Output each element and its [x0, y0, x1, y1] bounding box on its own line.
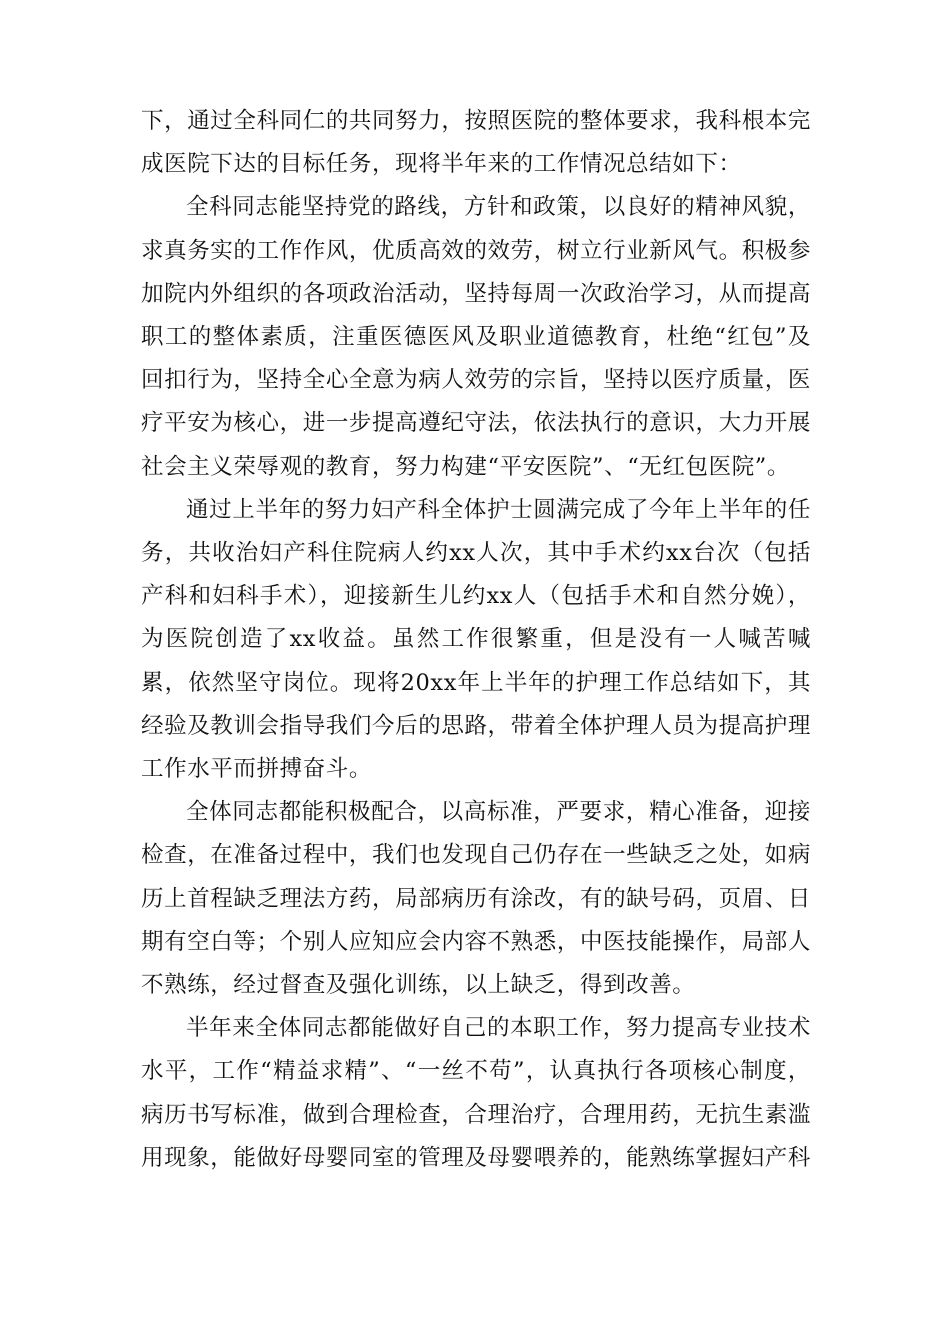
- paragraph-inspection: 全体同志都能积极配合，以高标准，严要求，精心准备，迎接检查，在准备过程中，我们也发现自己仍存在一些缺乏之处，如病历上首程缺乏理法方药，局部病历有涂改，有的缺号码，页眉、日期有空白等；个别人应知应会内容不熟悉，中医技能操作，局部人不熟练，经过督查及强化训练，以上缺乏，得到改善。: [141, 799, 811, 999]
- paragraph-continuation: 下，通过全科同仁的共同努力，按照医院的整体要求，我科根本完成医院下达的目标任务，现将半年来的工作情况总结如下：: [141, 108, 811, 178]
- paragraph-nursing-results: 通过上半年的努力妇产科全体护士圆满完成了今年上半年的任务，共收治妇产科住院病人约xx人次，其中手术约xx台次（包括产科和妇科手术），迎接新生儿约xx人（包括手术和自然分娩），为医院创造了xx收益。虽然工作很繁重，但是没有一人喊苦喊累，依然坚守岗位。现将20xx年上半年的护理工作总结如下，其经验及教训会指导我们今后的思路，带着全体护理人员为提高护理工作水平而拼搏奋斗。: [141, 496, 811, 783]
- paragraph-political-work: 全科同志能坚持党的路线，方针和政策，以良好的精神风貌，求真务实的工作作风，优质高效的效劳，树立行业新风气。积极参加院内外组织的各项政治活动，坚持每周一次政治学习，从而提高职工的整体素质，注重医德医风及职业道德教育，杜绝“红包”及回扣行为，坚持全心全意为病人效劳的宗旨，坚持以医疗质量，医疗平安为核心，进一步提高遵纪守法，依法执行的意识，大力开展社会主义荣辱观的教育，努力构建“平安医院”、“无红包医院”。: [141, 194, 811, 480]
- document-body: [141, 100, 811, 1180]
- paragraph-professional-duty: 半年来全体同志都能做好自己的本职工作，努力提高专业技术水平，工作“精益求精”、“一丝不苟”，认真执行各项核心制度，病历书写标准，做到合理检查，合理治疗，合理用药，无抗生素滥用现象，能做好母婴同室的管理及母婴喂养的，能熟练掌握妇产科: [141, 1015, 811, 1171]
